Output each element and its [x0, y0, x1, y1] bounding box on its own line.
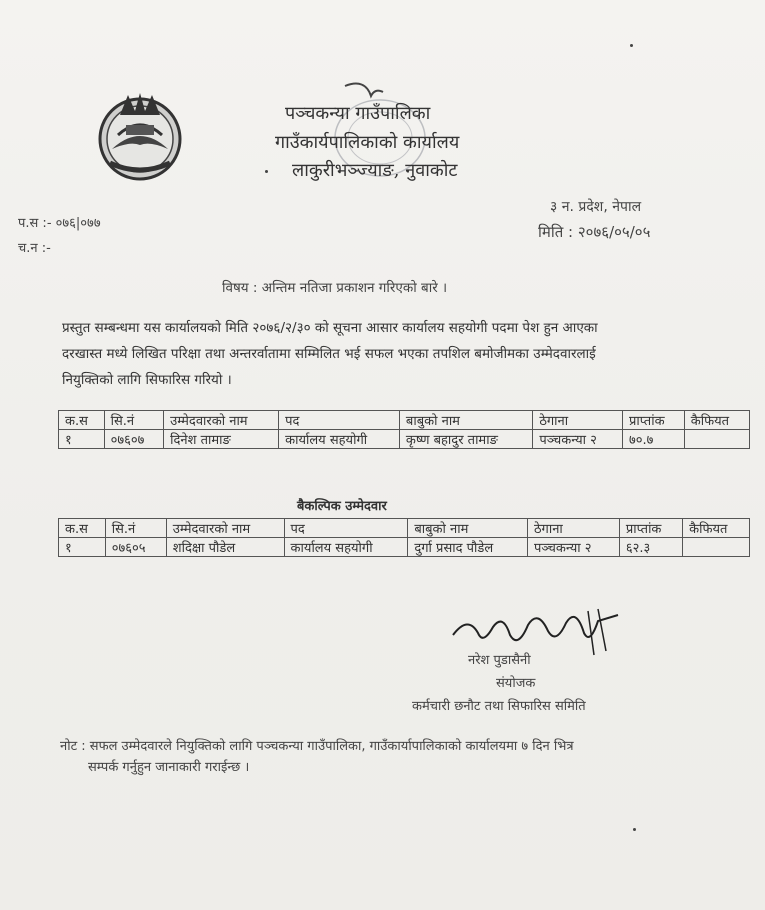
table-row	[59, 430, 750, 449]
table-cell: १	[59, 538, 106, 557]
column-header: उम्मेदवारको नाम	[164, 411, 279, 430]
table-cell: १	[59, 430, 105, 449]
table-cell: ७०.७	[623, 430, 685, 449]
office-address: लाकुरीभञ्ज्याङ, नुवाकोट	[292, 160, 458, 181]
body-line: नियुक्तिको लागि सिफारिस गरियो ।	[62, 372, 232, 388]
column-header: कैफियत	[683, 519, 750, 538]
speck-dot	[633, 828, 636, 831]
table-cell	[683, 538, 750, 557]
speck-dot	[630, 44, 633, 47]
column-header: बाबुको नाम	[408, 519, 528, 538]
column-header: पद	[284, 519, 408, 538]
table-cell: दुर्गा प्रसाद पौडेल	[408, 538, 528, 557]
table-cell	[684, 430, 749, 449]
letter-subject: विषय : अन्तिम नतिजा प्रकाशन गरिएको बारे ।	[222, 280, 448, 296]
result-table	[58, 410, 750, 449]
signatory-role: संयोजक	[496, 676, 536, 691]
column-header: सि.नं	[104, 411, 164, 430]
note-line: नोट : सफल उम्मेदवारले नियुक्तिको लागि पञ्चकन्या गाउँपालिका, गाउँकार्यापालिकाको कार्यालयमा ७ दिन भित्र	[60, 739, 574, 754]
column-header: क.स	[59, 519, 106, 538]
column-header: क.स	[59, 411, 105, 430]
body-line: दरखास्त मध्ये लिखित परिक्षा तथा अन्तरर्वातामा सम्मिलित भई सफल भएका तपशिल बमोजीमका उम्मेदवारलाई	[62, 346, 596, 362]
nepal-emblem-icon	[90, 85, 190, 185]
dispatch-number: च.न :-	[18, 241, 51, 256]
table-cell: पञ्चकन्या २	[533, 430, 623, 449]
column-header: पद	[279, 411, 400, 430]
column-header: सि.नं	[105, 519, 166, 538]
province-label: ३ न. प्रदेश, नेपाल	[550, 199, 642, 215]
column-header: उम्मेदवारको नाम	[166, 519, 284, 538]
column-header: बाबुको नाम	[399, 411, 532, 430]
table-cell: पञ्चकन्या २	[527, 538, 619, 557]
table-header-row	[59, 411, 750, 430]
letter-date: मिति : २०७६/०५/०५	[538, 223, 651, 241]
table-cell: शदिक्षा पौडेल	[166, 538, 284, 557]
signatory-name: नरेश पुडासैनी	[468, 653, 531, 668]
table-cell: ६२.३	[619, 538, 682, 557]
bullet-dot	[265, 170, 268, 173]
reference-number: प.स :- ०७६|०७७	[18, 216, 101, 231]
alternate-candidates-title: बैकल्पिक उम्मेदवार	[297, 499, 387, 514]
column-header: प्राप्तांक	[623, 411, 685, 430]
office-name: गाउँकार्यपालिकाको कार्यालय	[275, 132, 460, 153]
table-cell: ०७६०७	[104, 430, 164, 449]
table-cell: कार्यालय सहयोगी	[284, 538, 408, 557]
municipality-name: पञ्चकन्या गाउँपालिका	[285, 103, 431, 124]
note-line: सम्पर्क गर्नुहुन जानाकारी गराईन्छ ।	[88, 760, 250, 775]
alternate-table	[58, 518, 750, 557]
column-header: ठेगाना	[527, 519, 619, 538]
column-header: कैफियत	[684, 411, 749, 430]
table-header-row	[59, 519, 750, 538]
column-header: प्राप्तांक	[619, 519, 682, 538]
table-cell: दिनेश तामाङ	[164, 430, 279, 449]
table-cell: कृष्ण बहादुर तामाङ	[399, 430, 532, 449]
table-cell: ०७६०५	[105, 538, 166, 557]
body-line: प्रस्तुत सम्बन्धमा यस कार्यालयको मिति २०७६/२/३० को सूचना आसार कार्यालय सहयोगी पदमा पेश हुन आएका	[62, 320, 598, 336]
column-header: ठेगाना	[533, 411, 623, 430]
committee-name: कर्मचारी छनौट तथा सिफारिस समिति	[412, 699, 586, 714]
table-row	[59, 538, 750, 557]
letter-body	[62, 315, 742, 393]
table-cell: कार्यालय सहयोगी	[279, 430, 400, 449]
